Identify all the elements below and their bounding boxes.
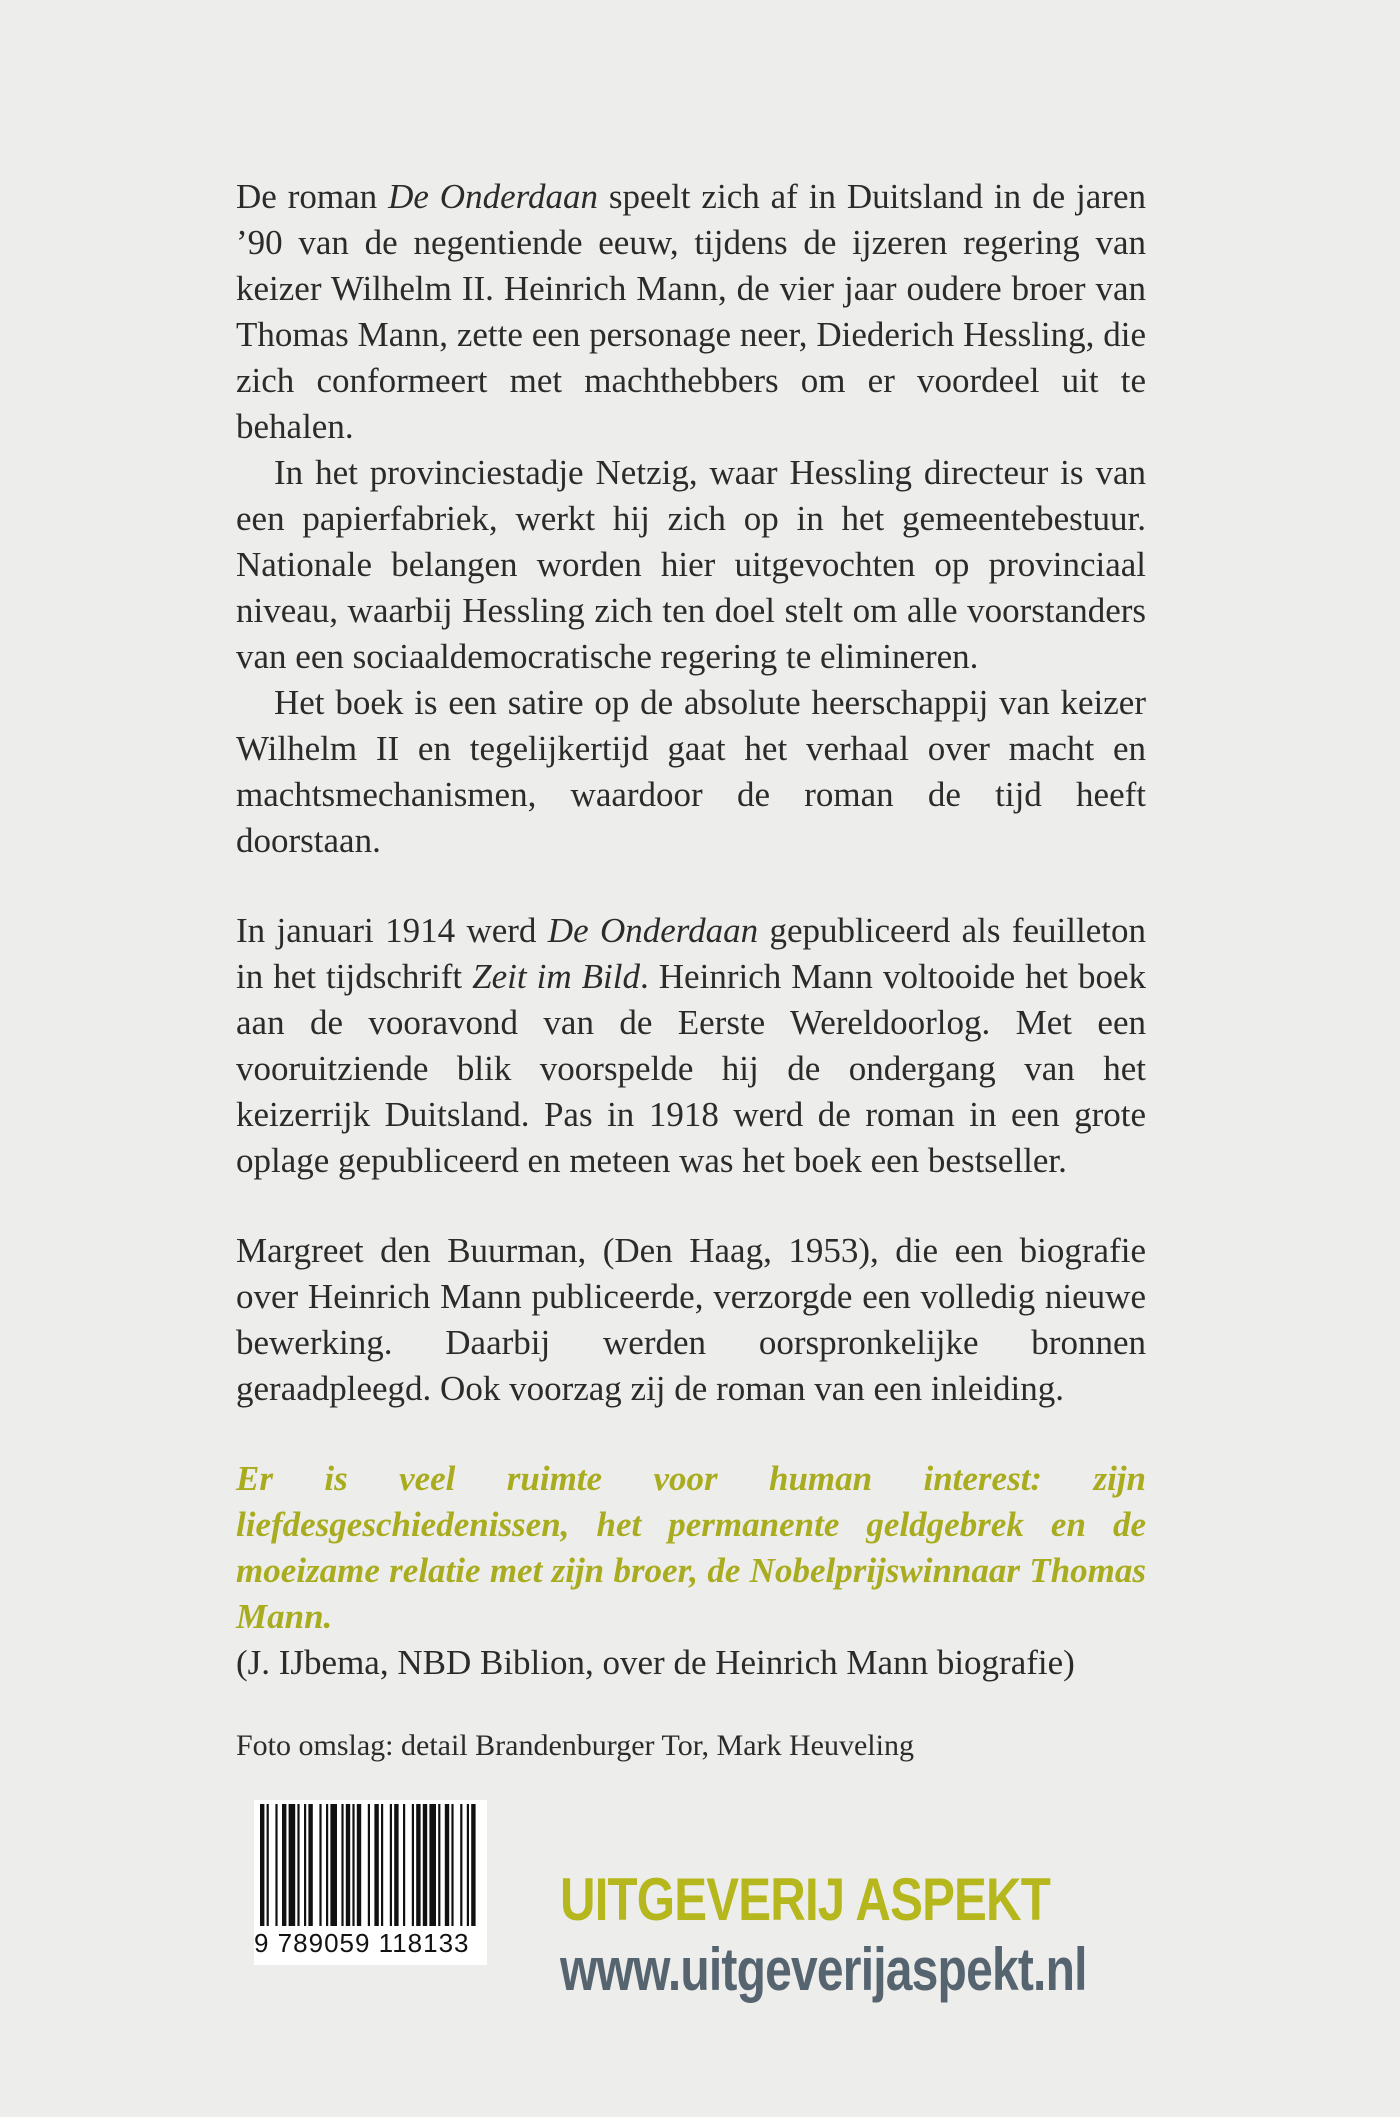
barcode-bar [394,1804,398,1926]
barcode-bar [341,1804,343,1926]
barcode-bar [416,1804,420,1926]
barcode-bar [423,1804,427,1926]
paragraph-satire: Het boek is een satire op de absolute heerschappij van keizer Wilhelm II en tegelijkertijd gaat het verhaal over macht en machtsmechanismen, waardoor de roman de tijd heeft doorstaan. [236,683,1146,860]
barcode-bar [319,1804,321,1926]
text-run: De roman [236,177,389,216]
photo-credit: Foto omslag: detail Brandenburger Tor, Mark Heuveling [236,1729,914,1762]
barcode-bar [267,1804,269,1926]
barcode-bar [390,1804,392,1926]
review-quote: Er is veel ruimte voor human interest: zijn liefdesgeschiedenissen, het permanente geldgebrek en de moeizame relatie met zijn broer, de Nobelprijswinnaar Thomas Mann. [236,1459,1146,1636]
review-attribution: (J. IJbema, NBD Biblion, over de Heinrich Mann biografie) [236,1643,1075,1682]
barcode-bar [451,1804,453,1926]
paragraph-translator: Margreet den Buurman, (Den Haag, 1953), die een biografie over Heinrich Mann publiceerde, verzorgde een volledig nieuwe bewerking. Daarbij werden oorspronkelijke bronnen geraadpleegd. Ook voorzag zij de roman van een inleiding. [236,1231,1146,1408]
barcode-bar [403,1804,405,1926]
blurb [236,174,1146,1766]
barcode-bar [308,1804,312,1926]
barcode-bar [289,1804,296,1926]
text-run: In januari 1914 werd [236,911,548,950]
barcode-bar [282,1804,286,1926]
barcode-bar [275,1804,277,1926]
barcode-bar [297,1804,299,1926]
barcode-bar [374,1804,378,1926]
magazine-title: Zeit im Bild [472,957,640,996]
book-title: De Onderdaan [547,911,759,950]
barcode-bar [445,1804,449,1926]
barcode-bar [330,1804,337,1926]
barcode-bar [471,1804,475,1926]
barcode-bar [438,1804,440,1926]
barcode-bar [357,1804,361,1926]
text-run: . Heinrich Mann voltooide het boek aan de vooravond van de Eerste Wereldoorlog. Met een vooruitziende blik voorspelde hij de ondergang van het keizerrijk Duitsland. Pas in 1918 werd de roman in een grote oplage gepubliceerd en meteen was het boek een bestseller. [236,957,1146,1180]
paragraph-publication [236,908,1146,1184]
text-run: gepubliceerd als feuilleton in het tijdschrift [236,911,1146,996]
barcode-bar [326,1804,328,1926]
barcode-bar [460,1804,462,1926]
paragraph-setting: In het provinciestadje Netzig, waar Hessling directeur is van een papierfabriek, werkt hij zich op in het gemeentebestuur. Nationale belangen worden hier uitgevochten op provinciaal niveau, waarbij Hessling zich ten doel stelt om alle voorstanders van een sociaaldemocratische regering te elimineren. [236,453,1146,676]
barcode-bars [260,1804,482,1926]
barcode-bar [429,1804,436,1926]
barcode-bar [412,1804,414,1926]
barcode-bar [260,1804,264,1926]
publisher-website[interactable]: www.uitgeverijaspekt.nl [560,1936,1087,2003]
barcode-bar [346,1804,350,1926]
paragraph-intro [236,174,1146,450]
barcode-digits: 9 789059 118133 [254,1928,470,1958]
publisher-name: UITGEVERIJ ASPEKT [560,1866,1051,1933]
barcode-bar [352,1804,354,1926]
barcode-bar [381,1804,383,1926]
isbn-barcode [254,1800,487,1965]
text-run: speelt zich af in Duitsland in de jaren ’90 van de negentiende eeuw, tijdens de ijzeren regering van keizer Wilhelm II. Heinrich Mann, de vier jaar oudere broer van Thomas Mann, zette een personage neer, Diederich Hessling, die zich conformeert met machthebbers om er voordeel uit te behalen. [236,177,1146,446]
barcode-bar [467,1804,469,1926]
barcode-bar [368,1804,370,1926]
barcode-bar [304,1804,306,1926]
book-title: De Onderdaan [388,177,598,216]
